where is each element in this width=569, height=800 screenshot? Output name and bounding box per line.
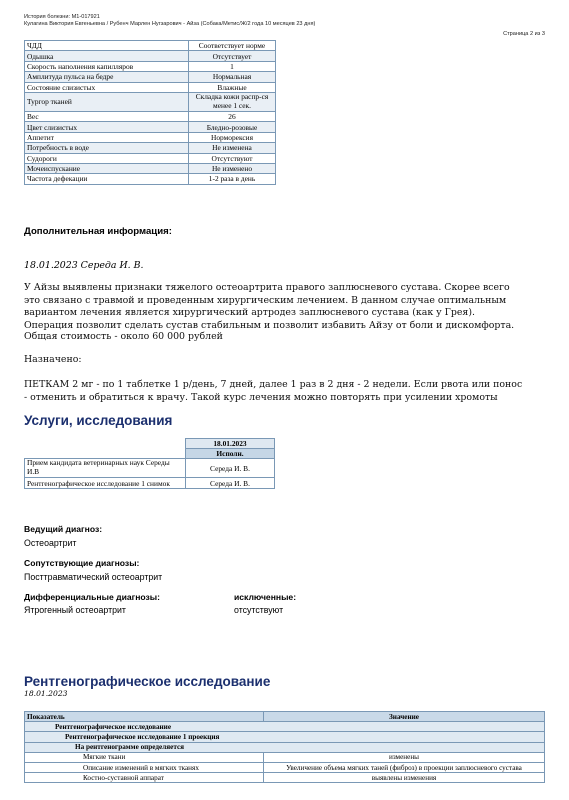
- differential-diagnosis-label: Дифференциальные диагнозы:: [24, 592, 161, 602]
- document-header: [24, 14, 315, 28]
- executor-header: Исполн.: [186, 449, 275, 459]
- table-row: Скорость наполнения капилляров 1: [25, 61, 276, 71]
- xray-date: 18.01.2023: [24, 689, 68, 698]
- table-row: Потребность в воде Не изменена: [25, 143, 276, 153]
- table-row: Одышка Отсутствует: [25, 51, 276, 61]
- patient-line: Кулагина Виктория Евгеньевна / Рубенч Марлен Нугзарович - Айза (Собака/Метис/Ж/2 года 10 месяцев 23 дня): [24, 21, 316, 27]
- excluded-diagnosis-label: исключенные:: [234, 592, 297, 602]
- clinical-note: У Айзы выявлены признаки тяжелого остеоартрита правого заплюсневого сустава. Скорее всего это связано с травмой и проведенным хирургическим лечением. В данном случае оптимальным вариантом лечения является хирургический артродез заплюсневого сустава (как у Грея). Операция позволит сделать сустав стабильным и позволит избавить Айзу от боли и дискомфорта.: [24, 282, 515, 331]
- page-number: Страница 2 из 3: [503, 31, 545, 37]
- services-table: [24, 438, 275, 489]
- table-header-row: Показатель Значение: [25, 712, 545, 722]
- xray-title: Рентгенографическое исследование: [24, 674, 271, 689]
- xray-table: [24, 711, 545, 783]
- services-title: Услуги, исследования: [24, 413, 173, 428]
- prescription-text: ПЕТКАМ 2 мг - по 1 таблетке 1 р/день, 7 дней, далее 1 раз в 2 дня - 2 недели. Если рвота или понос - отменить и обратиться к врачу. Такой курс лечения можно повторять при усилении хромоты: [24, 379, 523, 403]
- table-row: [25, 439, 275, 449]
- prescribed-label: Назначено:: [24, 354, 82, 365]
- table-row: ЧДД Соответствует норме: [25, 41, 276, 51]
- table-row: Состояние слизистых Влажные: [25, 82, 276, 92]
- table-row: Судороги Отсутствуют: [25, 153, 276, 163]
- cost-note: Общая стоимость - около 60 000 рублей: [24, 331, 223, 342]
- differential-diagnosis-value: Ятрогенный остеоартрит: [24, 605, 126, 615]
- concomitant-diagnosis-label: Сопутствующие диагнозы:: [24, 558, 140, 568]
- table-group-row: Рентгенографическое исследование: [25, 722, 545, 732]
- table-row: Костно-суставной аппарат выявлены изменения: [25, 773, 545, 783]
- services-date: 18.01.2023: [186, 439, 275, 449]
- vitals-table: [24, 40, 276, 185]
- table-group-row: На рентгенограмме определяется: [25, 742, 545, 752]
- table-group-row: Рентгенографическое исследование 1 проекция: [25, 732, 545, 742]
- additional-info-label: Дополнительная информация:: [24, 226, 172, 237]
- history-number: История болезни: М1-017921: [24, 14, 100, 20]
- table-row: Прием кандидата ветеринарных наук Середы И.В Середа И. В.: [25, 459, 275, 478]
- table-row: [25, 449, 275, 459]
- table-row: Частота дефекации 1-2 раза в день: [25, 174, 276, 184]
- table-row: Описание изменений в мягких тканях Увеличение объема мягких таней (фиброз) в проекции заплюсневого сустава: [25, 762, 545, 772]
- leading-diagnosis-label: Ведущий диагноз:: [24, 524, 103, 534]
- excluded-diagnosis-value: отсутствуют: [234, 605, 284, 615]
- table-row: Амплитуда пульса на бедре Нормальная: [25, 72, 276, 82]
- table-row: Аппетит Норморексия: [25, 132, 276, 142]
- concomitant-diagnosis-value: Посттравматический остеоартрит: [24, 572, 163, 582]
- table-row: Тургор тканей Складка кожи распр-ся менее 1 сек.: [25, 92, 276, 111]
- note-date-author: 18.01.2023 Середа И. В.: [24, 260, 144, 271]
- table-row: Вес 26: [25, 111, 276, 121]
- table-row: Рентгенографическое исследование 1 снимок Середа И. В.: [25, 478, 275, 489]
- table-row: Цвет слизистых Бледно-розовые: [25, 122, 276, 132]
- table-row: Мягкие ткани изменены: [25, 752, 545, 762]
- leading-diagnosis-value: Остеоартрит: [24, 538, 77, 548]
- table-row: Мочеиспускание Не изменено: [25, 163, 276, 173]
